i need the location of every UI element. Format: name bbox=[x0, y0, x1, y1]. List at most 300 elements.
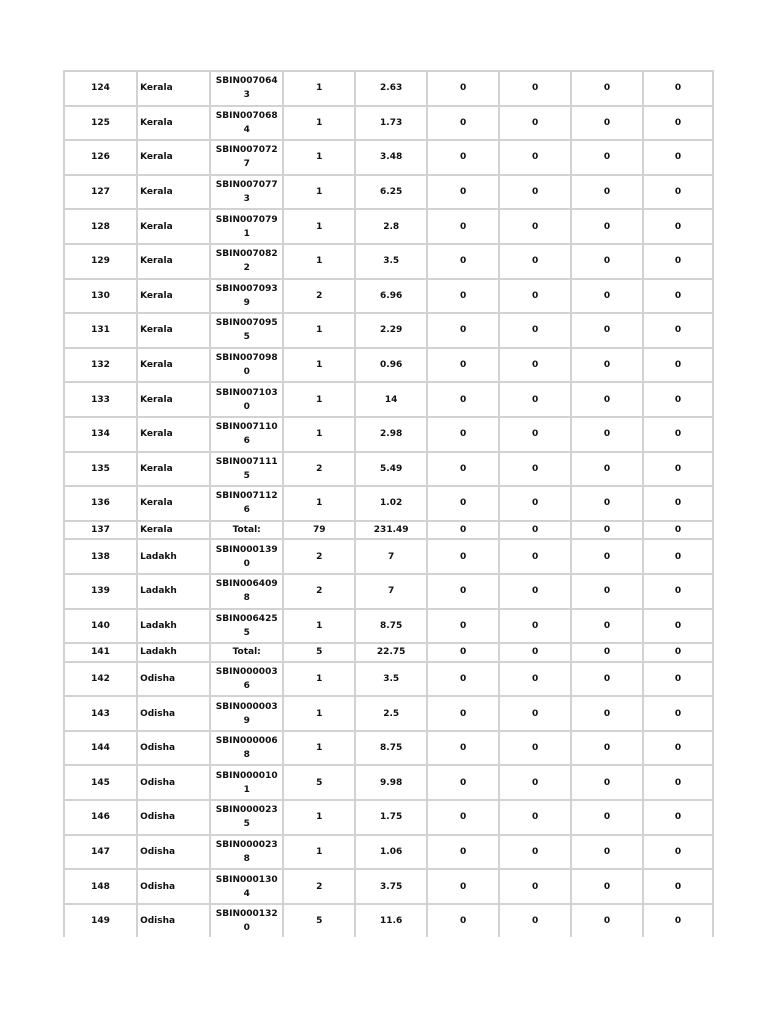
value-cell: 0 bbox=[570, 834, 642, 869]
value-cell: 0 bbox=[570, 573, 642, 608]
ifsc-code-part: SBIN000130 bbox=[215, 874, 278, 885]
value-cell: 0 bbox=[426, 695, 498, 730]
value-cell: 0 bbox=[426, 642, 498, 661]
count-cell: 5 bbox=[282, 642, 354, 661]
state-cell: Odisha bbox=[136, 661, 209, 696]
value-cell: 0 bbox=[426, 312, 498, 347]
value-cell: 0 bbox=[570, 70, 642, 105]
state-cell: Kerala bbox=[136, 174, 209, 209]
serial-number-cell: 144 bbox=[63, 730, 136, 765]
value-cell: 0 bbox=[570, 520, 642, 539]
amount-cell: 3.5 bbox=[354, 661, 426, 696]
ifsc-code-part: SBIN007112 bbox=[215, 491, 278, 502]
ifsc-code-part: 5 bbox=[243, 819, 250, 830]
ifsc-code-part: 5 bbox=[243, 627, 250, 638]
state-cell: Kerala bbox=[136, 347, 209, 382]
state-cell: Ladakh bbox=[136, 642, 209, 661]
ifsc-code-part: 3 bbox=[243, 194, 250, 205]
ifsc-code-part: 1 bbox=[243, 228, 250, 239]
state-cell: Kerala bbox=[136, 451, 209, 486]
value-cell: 0 bbox=[570, 243, 642, 278]
table-body bbox=[63, 70, 714, 937]
serial-number-cell: 145 bbox=[63, 764, 136, 799]
ifsc-code-part: 9 bbox=[243, 715, 250, 726]
serial-number-cell: 141 bbox=[63, 642, 136, 661]
amount-cell: 9.98 bbox=[354, 764, 426, 799]
serial-number-cell: 124 bbox=[63, 70, 136, 105]
ifsc-code-part: 0 bbox=[243, 558, 250, 569]
ifsc-code-part: Total: bbox=[232, 525, 261, 536]
ifsc-code-cell bbox=[209, 416, 282, 451]
value-cell: 0 bbox=[570, 642, 642, 661]
table-row bbox=[63, 661, 714, 696]
ifsc-code-part: 8 bbox=[243, 593, 250, 604]
ifsc-code-cell bbox=[209, 520, 282, 539]
ifsc-code-cell bbox=[209, 485, 282, 520]
amount-cell: 8.75 bbox=[354, 608, 426, 643]
state-cell: Odisha bbox=[136, 868, 209, 903]
state-cell: Odisha bbox=[136, 834, 209, 869]
ifsc-code-part: SBIN007093 bbox=[215, 283, 278, 294]
value-cell: 0 bbox=[642, 695, 714, 730]
amount-cell: 5.49 bbox=[354, 451, 426, 486]
state-cell: Kerala bbox=[136, 278, 209, 313]
value-cell: 0 bbox=[570, 451, 642, 486]
value-cell: 0 bbox=[498, 642, 570, 661]
value-cell: 0 bbox=[570, 381, 642, 416]
amount-cell: 11.6 bbox=[354, 903, 426, 938]
value-cell: 0 bbox=[570, 139, 642, 174]
serial-number-cell: 127 bbox=[63, 174, 136, 209]
ifsc-code-part: 1 bbox=[243, 784, 250, 795]
table-row bbox=[63, 764, 714, 799]
serial-number-cell: 147 bbox=[63, 834, 136, 869]
ifsc-code-cell bbox=[209, 573, 282, 608]
count-cell: 1 bbox=[282, 208, 354, 243]
value-cell: 0 bbox=[642, 312, 714, 347]
amount-cell: 6.96 bbox=[354, 278, 426, 313]
value-cell: 0 bbox=[570, 312, 642, 347]
serial-number-cell: 142 bbox=[63, 661, 136, 696]
table-row bbox=[63, 903, 714, 938]
ifsc-code-cell bbox=[209, 451, 282, 486]
ifsc-code-cell bbox=[209, 538, 282, 573]
ifsc-code-cell bbox=[209, 695, 282, 730]
value-cell: 0 bbox=[498, 520, 570, 539]
value-cell: 0 bbox=[498, 799, 570, 834]
ifsc-code-part: SBIN007111 bbox=[215, 456, 278, 467]
count-cell: 1 bbox=[282, 485, 354, 520]
value-cell: 0 bbox=[642, 451, 714, 486]
count-cell: 2 bbox=[282, 573, 354, 608]
ifsc-code-cell bbox=[209, 764, 282, 799]
value-cell: 0 bbox=[426, 381, 498, 416]
state-cell: Ladakh bbox=[136, 573, 209, 608]
table-row bbox=[63, 278, 714, 313]
state-cell: Kerala bbox=[136, 520, 209, 539]
ifsc-code-part: SBIN006409 bbox=[215, 579, 278, 590]
ifsc-code-part: 0 bbox=[243, 367, 250, 378]
value-cell: 0 bbox=[642, 174, 714, 209]
state-cell: Kerala bbox=[136, 416, 209, 451]
state-cell: Ladakh bbox=[136, 538, 209, 573]
value-cell: 0 bbox=[498, 608, 570, 643]
ifsc-code-cell bbox=[209, 243, 282, 278]
value-cell: 0 bbox=[570, 174, 642, 209]
table-row bbox=[63, 70, 714, 105]
table-row bbox=[63, 520, 714, 539]
value-cell: 0 bbox=[642, 642, 714, 661]
serial-number-cell: 132 bbox=[63, 347, 136, 382]
serial-number-cell: 137 bbox=[63, 520, 136, 539]
amount-cell: 3.75 bbox=[354, 868, 426, 903]
ifsc-code-part: 5 bbox=[243, 332, 250, 343]
count-cell: 2 bbox=[282, 451, 354, 486]
value-cell: 0 bbox=[426, 868, 498, 903]
ifsc-code-cell bbox=[209, 312, 282, 347]
count-cell: 2 bbox=[282, 868, 354, 903]
amount-cell: 2.5 bbox=[354, 695, 426, 730]
count-cell: 1 bbox=[282, 661, 354, 696]
state-cell: Kerala bbox=[136, 312, 209, 347]
value-cell: 0 bbox=[498, 661, 570, 696]
value-cell: 0 bbox=[498, 208, 570, 243]
value-cell: 0 bbox=[426, 730, 498, 765]
table-row bbox=[63, 208, 714, 243]
value-cell: 0 bbox=[642, 485, 714, 520]
ifsc-code-part: SBIN000006 bbox=[215, 736, 278, 747]
value-cell: 0 bbox=[498, 764, 570, 799]
value-cell: 0 bbox=[426, 520, 498, 539]
ifsc-code-cell bbox=[209, 139, 282, 174]
serial-number-cell: 136 bbox=[63, 485, 136, 520]
ifsc-code-part: 7 bbox=[243, 159, 250, 170]
value-cell: 0 bbox=[642, 661, 714, 696]
table-row bbox=[63, 416, 714, 451]
count-cell: 5 bbox=[282, 903, 354, 938]
value-cell: 0 bbox=[498, 243, 570, 278]
ifsc-code-part: SBIN000010 bbox=[215, 770, 278, 781]
amount-cell: 7 bbox=[354, 573, 426, 608]
value-cell: 0 bbox=[426, 278, 498, 313]
ifsc-code-cell bbox=[209, 278, 282, 313]
ifsc-code-part: 4 bbox=[243, 888, 250, 899]
value-cell: 0 bbox=[570, 661, 642, 696]
table-row bbox=[63, 730, 714, 765]
value-cell: 0 bbox=[426, 347, 498, 382]
value-cell: 0 bbox=[426, 538, 498, 573]
count-cell: 1 bbox=[282, 174, 354, 209]
ifsc-code-part: SBIN007110 bbox=[215, 422, 278, 433]
state-cell: Ladakh bbox=[136, 608, 209, 643]
serial-number-cell: 129 bbox=[63, 243, 136, 278]
value-cell: 0 bbox=[642, 208, 714, 243]
ifsc-code-part: 6 bbox=[243, 680, 250, 691]
table-viewport bbox=[63, 70, 682, 940]
value-cell: 0 bbox=[426, 573, 498, 608]
ifsc-code-part: SBIN007079 bbox=[215, 214, 278, 225]
value-cell: 0 bbox=[570, 695, 642, 730]
value-cell: 0 bbox=[498, 538, 570, 573]
value-cell: 0 bbox=[426, 174, 498, 209]
value-cell: 0 bbox=[570, 868, 642, 903]
value-cell: 0 bbox=[642, 105, 714, 140]
serial-number-cell: 133 bbox=[63, 381, 136, 416]
table-row bbox=[63, 834, 714, 869]
serial-number-cell: 135 bbox=[63, 451, 136, 486]
value-cell: 0 bbox=[642, 520, 714, 539]
value-cell: 0 bbox=[426, 608, 498, 643]
count-cell: 5 bbox=[282, 764, 354, 799]
ifsc-code-cell bbox=[209, 730, 282, 765]
serial-number-cell: 131 bbox=[63, 312, 136, 347]
value-cell: 0 bbox=[498, 139, 570, 174]
value-cell: 0 bbox=[498, 695, 570, 730]
amount-cell: 3.48 bbox=[354, 139, 426, 174]
value-cell: 0 bbox=[426, 70, 498, 105]
value-cell: 0 bbox=[570, 538, 642, 573]
value-cell: 0 bbox=[642, 70, 714, 105]
value-cell: 0 bbox=[426, 485, 498, 520]
ifsc-code-part: 8 bbox=[243, 750, 250, 761]
amount-cell: 2.8 bbox=[354, 208, 426, 243]
table-row bbox=[63, 381, 714, 416]
amount-cell: 2.98 bbox=[354, 416, 426, 451]
value-cell: 0 bbox=[642, 573, 714, 608]
amount-cell: 231.49 bbox=[354, 520, 426, 539]
value-cell: 0 bbox=[426, 208, 498, 243]
value-cell: 0 bbox=[498, 105, 570, 140]
ifsc-code-part: SBIN007103 bbox=[215, 387, 278, 398]
amount-cell: 14 bbox=[354, 381, 426, 416]
amount-cell: 1.75 bbox=[354, 799, 426, 834]
ifsc-code-cell bbox=[209, 642, 282, 661]
value-cell: 0 bbox=[642, 278, 714, 313]
ifsc-code-cell bbox=[209, 174, 282, 209]
value-cell: 0 bbox=[642, 608, 714, 643]
ifsc-code-part: SBIN007082 bbox=[215, 249, 278, 260]
branch-data-table bbox=[63, 70, 714, 937]
table-row bbox=[63, 695, 714, 730]
value-cell: 0 bbox=[498, 573, 570, 608]
state-cell: Odisha bbox=[136, 903, 209, 938]
amount-cell: 6.25 bbox=[354, 174, 426, 209]
count-cell: 1 bbox=[282, 312, 354, 347]
value-cell: 0 bbox=[498, 730, 570, 765]
count-cell: 1 bbox=[282, 416, 354, 451]
ifsc-code-cell bbox=[209, 661, 282, 696]
count-cell: 1 bbox=[282, 347, 354, 382]
amount-cell: 22.75 bbox=[354, 642, 426, 661]
ifsc-code-part: 6 bbox=[243, 436, 250, 447]
state-cell: Kerala bbox=[136, 381, 209, 416]
amount-cell: 1.02 bbox=[354, 485, 426, 520]
value-cell: 0 bbox=[570, 347, 642, 382]
ifsc-code-part: 8 bbox=[243, 853, 250, 864]
serial-number-cell: 126 bbox=[63, 139, 136, 174]
table-row bbox=[63, 573, 714, 608]
ifsc-code-cell bbox=[209, 105, 282, 140]
state-cell: Kerala bbox=[136, 105, 209, 140]
count-cell: 1 bbox=[282, 799, 354, 834]
ifsc-code-cell bbox=[209, 70, 282, 105]
state-cell: Kerala bbox=[136, 208, 209, 243]
value-cell: 0 bbox=[426, 105, 498, 140]
count-cell: 1 bbox=[282, 70, 354, 105]
table-row bbox=[63, 174, 714, 209]
value-cell: 0 bbox=[426, 903, 498, 938]
table-row bbox=[63, 868, 714, 903]
ifsc-code-part: SBIN007098 bbox=[215, 353, 278, 364]
value-cell: 0 bbox=[642, 834, 714, 869]
ifsc-code-part: 5 bbox=[243, 470, 250, 481]
table-row bbox=[63, 451, 714, 486]
value-cell: 0 bbox=[426, 764, 498, 799]
value-cell: 0 bbox=[426, 661, 498, 696]
state-cell: Odisha bbox=[136, 764, 209, 799]
table-row bbox=[63, 608, 714, 643]
count-cell: 2 bbox=[282, 278, 354, 313]
amount-cell: 3.5 bbox=[354, 243, 426, 278]
value-cell: 0 bbox=[642, 416, 714, 451]
serial-number-cell: 148 bbox=[63, 868, 136, 903]
ifsc-code-part: SBIN000003 bbox=[215, 701, 278, 712]
value-cell: 0 bbox=[642, 243, 714, 278]
value-cell: 0 bbox=[498, 868, 570, 903]
ifsc-code-part: SBIN007095 bbox=[215, 318, 278, 329]
count-cell: 1 bbox=[282, 105, 354, 140]
ifsc-code-part: SBIN000023 bbox=[215, 805, 278, 816]
value-cell: 0 bbox=[642, 868, 714, 903]
state-cell: Odisha bbox=[136, 799, 209, 834]
value-cell: 0 bbox=[642, 381, 714, 416]
count-cell: 1 bbox=[282, 695, 354, 730]
serial-number-cell: 149 bbox=[63, 903, 136, 938]
ifsc-code-cell bbox=[209, 868, 282, 903]
value-cell: 0 bbox=[642, 538, 714, 573]
value-cell: 0 bbox=[498, 174, 570, 209]
ifsc-code-part: SBIN000023 bbox=[215, 839, 278, 850]
ifsc-code-part: 4 bbox=[243, 124, 250, 135]
ifsc-code-part: SBIN007072 bbox=[215, 145, 278, 156]
value-cell: 0 bbox=[642, 730, 714, 765]
value-cell: 0 bbox=[570, 608, 642, 643]
table-row bbox=[63, 799, 714, 834]
serial-number-cell: 140 bbox=[63, 608, 136, 643]
amount-cell: 1.06 bbox=[354, 834, 426, 869]
state-cell: Kerala bbox=[136, 70, 209, 105]
ifsc-code-part: 2 bbox=[243, 263, 250, 274]
ifsc-code-cell bbox=[209, 381, 282, 416]
count-cell: 1 bbox=[282, 243, 354, 278]
value-cell: 0 bbox=[498, 834, 570, 869]
ifsc-code-cell bbox=[209, 834, 282, 869]
table-row bbox=[63, 347, 714, 382]
value-cell: 0 bbox=[570, 799, 642, 834]
value-cell: 0 bbox=[498, 347, 570, 382]
count-cell: 1 bbox=[282, 139, 354, 174]
ifsc-code-part: SBIN007064 bbox=[215, 76, 278, 87]
serial-number-cell: 130 bbox=[63, 278, 136, 313]
value-cell: 0 bbox=[498, 903, 570, 938]
count-cell: 1 bbox=[282, 381, 354, 416]
serial-number-cell: 146 bbox=[63, 799, 136, 834]
ifsc-code-part: SBIN006425 bbox=[215, 613, 278, 624]
amount-cell: 1.73 bbox=[354, 105, 426, 140]
value-cell: 0 bbox=[426, 451, 498, 486]
table-row bbox=[63, 312, 714, 347]
serial-number-cell: 138 bbox=[63, 538, 136, 573]
value-cell: 0 bbox=[570, 416, 642, 451]
value-cell: 0 bbox=[570, 278, 642, 313]
value-cell: 0 bbox=[642, 799, 714, 834]
ifsc-code-cell bbox=[209, 608, 282, 643]
table-row bbox=[63, 642, 714, 661]
amount-cell: 2.29 bbox=[354, 312, 426, 347]
amount-cell: 7 bbox=[354, 538, 426, 573]
ifsc-code-part: 9 bbox=[243, 297, 250, 308]
table-row bbox=[63, 139, 714, 174]
ifsc-code-cell bbox=[209, 208, 282, 243]
state-cell: Kerala bbox=[136, 243, 209, 278]
ifsc-code-cell bbox=[209, 347, 282, 382]
amount-cell: 0.96 bbox=[354, 347, 426, 382]
value-cell: 0 bbox=[570, 903, 642, 938]
ifsc-code-part: 6 bbox=[243, 505, 250, 516]
state-cell: Kerala bbox=[136, 139, 209, 174]
table-row bbox=[63, 538, 714, 573]
count-cell: 2 bbox=[282, 538, 354, 573]
serial-number-cell: 125 bbox=[63, 105, 136, 140]
value-cell: 0 bbox=[498, 312, 570, 347]
value-cell: 0 bbox=[426, 834, 498, 869]
amount-cell: 2.63 bbox=[354, 70, 426, 105]
ifsc-code-part: 0 bbox=[243, 401, 250, 412]
table-row bbox=[63, 105, 714, 140]
state-cell: Odisha bbox=[136, 695, 209, 730]
count-cell: 1 bbox=[282, 730, 354, 765]
value-cell: 0 bbox=[642, 764, 714, 799]
value-cell: 0 bbox=[498, 70, 570, 105]
value-cell: 0 bbox=[570, 485, 642, 520]
ifsc-code-part: SBIN007077 bbox=[215, 180, 278, 191]
value-cell: 0 bbox=[426, 139, 498, 174]
value-cell: 0 bbox=[570, 730, 642, 765]
state-cell: Kerala bbox=[136, 485, 209, 520]
ifsc-code-part: SBIN000003 bbox=[215, 666, 278, 677]
ifsc-code-cell bbox=[209, 799, 282, 834]
value-cell: 0 bbox=[426, 416, 498, 451]
count-cell: 1 bbox=[282, 608, 354, 643]
ifsc-code-part: SBIN000139 bbox=[215, 544, 278, 555]
value-cell: 0 bbox=[426, 243, 498, 278]
table-row bbox=[63, 485, 714, 520]
value-cell: 0 bbox=[498, 451, 570, 486]
value-cell: 0 bbox=[642, 139, 714, 174]
ifsc-code-part: 3 bbox=[243, 90, 250, 101]
value-cell: 0 bbox=[570, 105, 642, 140]
ifsc-code-part: SBIN000132 bbox=[215, 909, 278, 920]
value-cell: 0 bbox=[498, 278, 570, 313]
ifsc-code-cell bbox=[209, 903, 282, 938]
value-cell: 0 bbox=[570, 764, 642, 799]
value-cell: 0 bbox=[570, 208, 642, 243]
value-cell: 0 bbox=[426, 799, 498, 834]
table-row bbox=[63, 243, 714, 278]
ifsc-code-part: Total: bbox=[232, 647, 261, 658]
value-cell: 0 bbox=[642, 903, 714, 938]
serial-number-cell: 143 bbox=[63, 695, 136, 730]
